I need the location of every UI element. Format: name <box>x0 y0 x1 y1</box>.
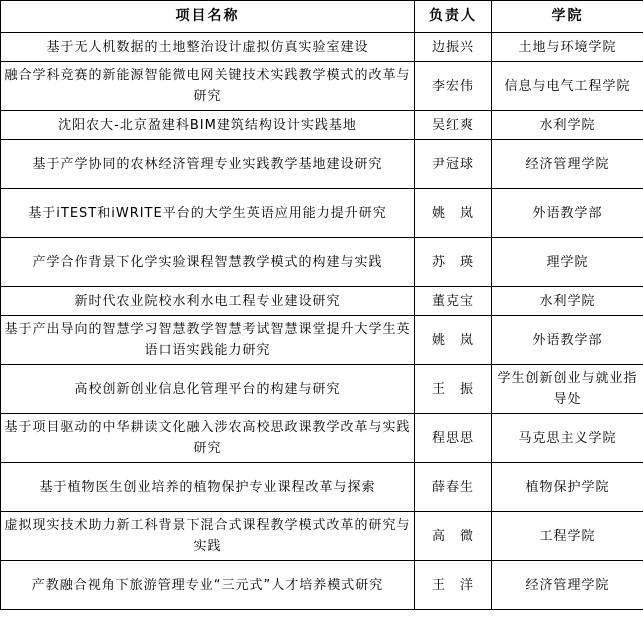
college-cell: 马克思主义学院 <box>492 414 643 463</box>
college-cell: 外语教学部 <box>492 316 643 365</box>
header-college: 学院 <box>492 1 643 33</box>
leader-cell: 高 微 <box>415 512 492 561</box>
table-row <box>1 140 643 189</box>
project-name-cell: 产教融合视角下旅游管理专业“三元式”人才培养模式研究 <box>1 561 415 610</box>
project-name-cell: 融合学科竞赛的新能源智能微电网关键技术实践教学模式的改革与研究 <box>1 62 415 111</box>
leader-cell: 程思思 <box>415 414 492 463</box>
leader-cell: 王 振 <box>415 365 492 414</box>
table-row <box>1 238 643 287</box>
project-name-cell: 产学合作背景下化学实验课程智慧教学模式的构建与实践 <box>1 238 415 287</box>
college-cell: 信息与电气工程学院 <box>492 62 643 111</box>
college-cell: 经济管理学院 <box>492 561 643 610</box>
project-name-cell: 基于植物医生创业培养的植物保护专业课程改革与探索 <box>1 463 415 512</box>
leader-cell: 李宏伟 <box>415 62 492 111</box>
table-row <box>1 365 643 414</box>
table-row <box>1 189 643 238</box>
leader-cell: 姚 岚 <box>415 189 492 238</box>
college-cell: 工程学院 <box>492 512 643 561</box>
header-leader: 负责人 <box>415 1 492 33</box>
table-row <box>1 316 643 365</box>
college-cell: 经济管理学院 <box>492 140 643 189</box>
project-name-cell: 基于产出导向的智慧学习智慧教学智慧考试智慧课堂提升大学生英语口语实践能力研究 <box>1 316 415 365</box>
leader-cell: 薛春生 <box>415 463 492 512</box>
leader-cell: 董克宝 <box>415 287 492 316</box>
leader-cell: 王 洋 <box>415 561 492 610</box>
table-row <box>1 512 643 561</box>
project-name-cell: 沈阳农大-北京盈建科BIM建筑结构设计实践基地 <box>1 111 415 140</box>
project-name-cell: 基于项目驱动的中华耕读文化融入涉农高校思政课教学改革与实践研究 <box>1 414 415 463</box>
leader-cell: 姚 岚 <box>415 316 492 365</box>
table-row <box>1 33 643 62</box>
header-project-name: 项目名称 <box>1 1 415 33</box>
college-cell: 外语教学部 <box>492 189 643 238</box>
college-cell: 水利学院 <box>492 287 643 316</box>
table-row <box>1 62 643 111</box>
project-name-cell: 虚拟现实技术助力新工科背景下混合式课程教学模式改革的研究与实践 <box>1 512 415 561</box>
leader-cell: 尹冠球 <box>415 140 492 189</box>
leader-cell: 边振兴 <box>415 33 492 62</box>
leader-cell: 苏 瑛 <box>415 238 492 287</box>
college-cell: 理学院 <box>492 238 643 287</box>
project-name-cell: 基于iTEST和iWRITE平台的大学生英语应用能力提升研究 <box>1 189 415 238</box>
project-name-cell: 基于无人机数据的土地整治设计虚拟仿真实验室建设 <box>1 33 415 62</box>
project-name-cell: 高校创新创业信息化管理平台的构建与研究 <box>1 365 415 414</box>
college-cell: 植物保护学院 <box>492 463 643 512</box>
table-row <box>1 111 643 140</box>
table-row <box>1 463 643 512</box>
table-row <box>1 287 643 316</box>
college-cell: 水利学院 <box>492 111 643 140</box>
project-name-cell: 新时代农业院校水利水电工程专业建设研究 <box>1 287 415 316</box>
table-row <box>1 561 643 610</box>
header-row <box>1 1 643 33</box>
college-cell: 土地与环境学院 <box>492 33 643 62</box>
leader-cell: 吴红爽 <box>415 111 492 140</box>
college-cell: 学生创新创业与就业指导处 <box>492 365 643 414</box>
table-row <box>1 414 643 463</box>
project-name-cell: 基于产学协同的农林经济管理专业实践教学基地建设研究 <box>1 140 415 189</box>
